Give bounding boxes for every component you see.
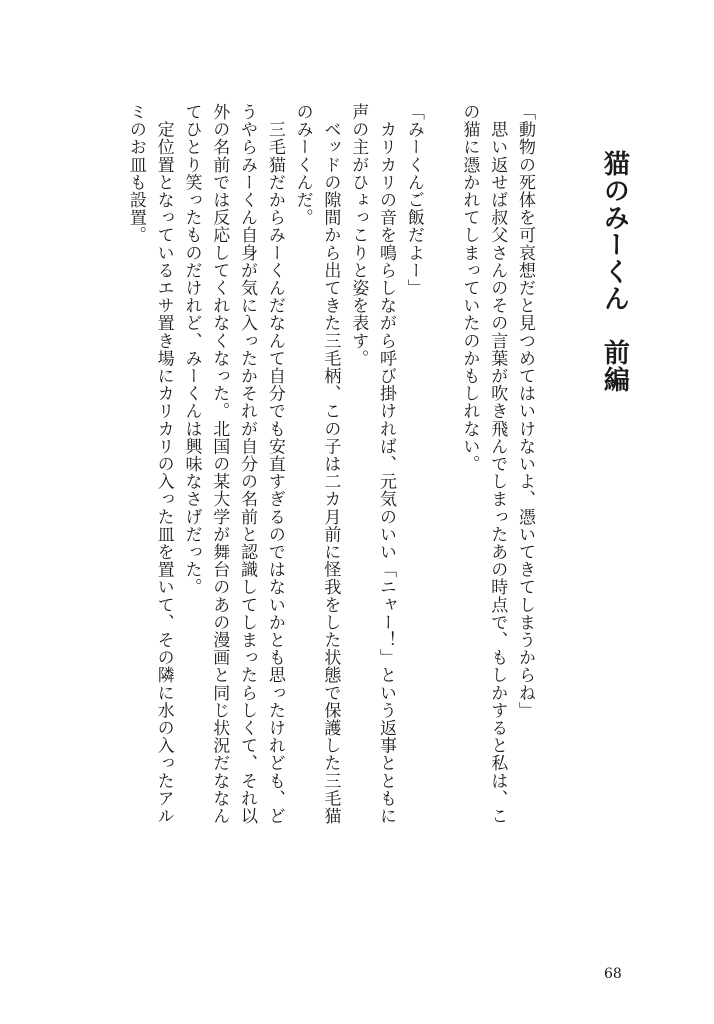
text-line: うやらみーくん自身が気に入ったかそれが自分の名前と認識してしまったらしくて、それ以	[237, 103, 258, 825]
text-line: 思い返せば叔父さんのその言葉が吹き飛んでしまったあの時点で、もしかすると私は、こ	[487, 103, 508, 825]
text-line: の猫に憑かれてしまっていたのかもしれない。	[459, 103, 480, 473]
text-line: のみーくんだ。	[292, 103, 313, 227]
text-line: ベッドの隙間から出てきた三毛柄、この子は二カ月前に怪我をした状態で保護した三毛猫	[320, 103, 341, 825]
text-line: 「みーくんご飯だよー」	[403, 103, 424, 297]
text-line: 「動物の死体を可哀想だと見つめてはいけないよ、憑いてきてしまうからね」	[515, 103, 535, 719]
text-line: カリカリの音を鳴らしながら呼び掛ければ、元気のいい「ニャー！」という返事とともに	[376, 103, 397, 825]
text-line: 外の名前では反応してくれなくなった。北国の某大学が舞台のあの漫画と同じ状況だななん	[209, 103, 230, 825]
chapter-title: 猫のみーくん 前編	[599, 150, 630, 393]
text-line: ミのお皿も設置。	[125, 103, 146, 244]
text-line: 三毛猫だからみーくんだなんて自分でも安直すぎるのではないかとも思ったけれども、ど	[264, 103, 285, 825]
text-line: 定位置となっているエサ置き場にカリカリの入った皿を置いて、その隣に水の入ったアル	[153, 103, 174, 825]
body-text	[121, 103, 538, 923]
page-number: 68	[604, 966, 622, 982]
text-line: てひとり笑ったものだけれど、みーくんは興味なさげだった。	[181, 103, 202, 596]
text-line: 声の主がひょっこりと姿を表す。	[348, 103, 369, 367]
